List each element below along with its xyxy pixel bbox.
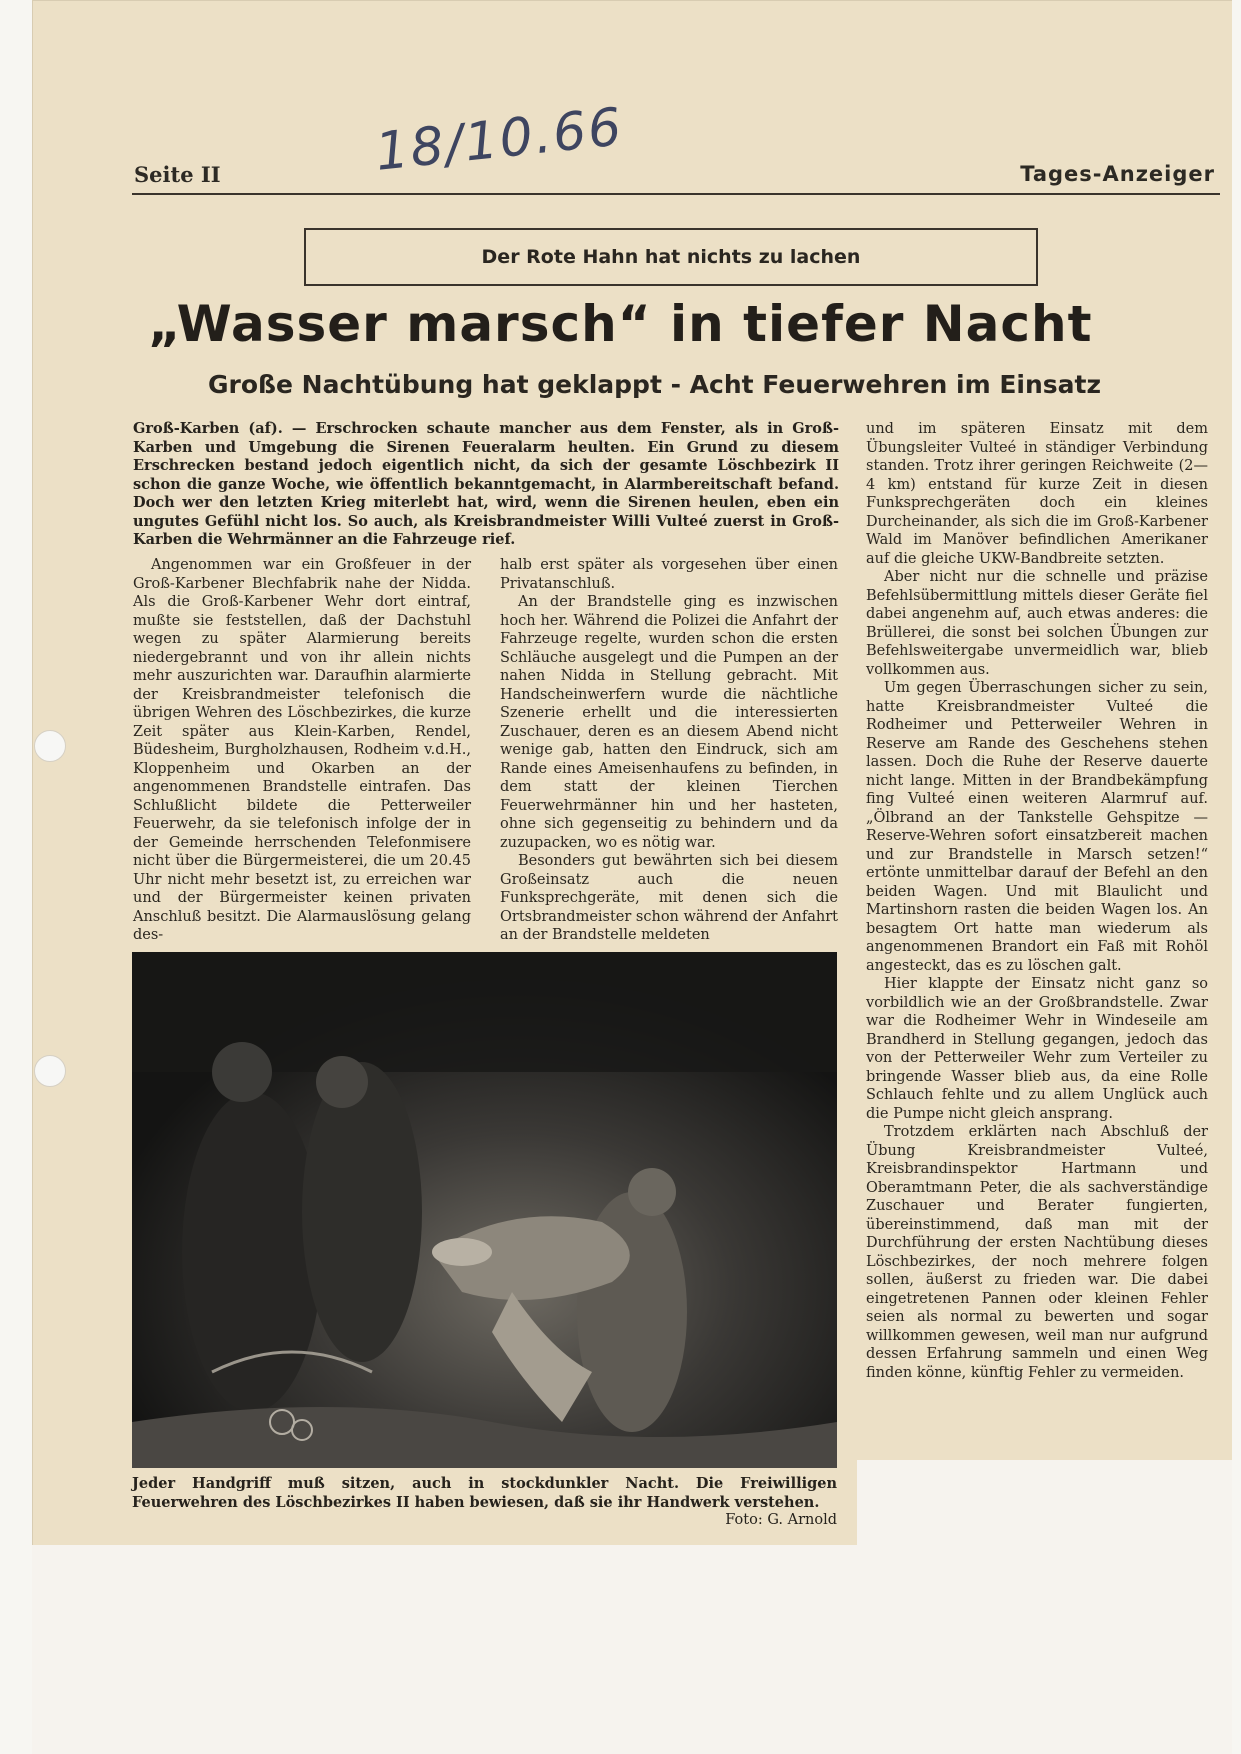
handwritten-date: 18/10.66 [372, 97, 627, 183]
photo-image [132, 952, 837, 1468]
paragraph: Besonders gut bewährten sich bei diesem Großeinsatz auch die neuen Funksprechgeräte, mit denen sich die Ortsbrandmeister schon während der Anfahrt an der Brandstelle meldeten [500, 853, 838, 943]
page-number: Seite II [134, 162, 221, 187]
subheadline: Große Nachtübung hat geklappt - Acht Feuerwehren im Einsatz [208, 370, 1102, 399]
article-column-2 [500, 556, 838, 945]
paragraph: Aber nicht nur die schnelle und präzise Befehlsübermittlung mittels dieser Geräte fiel dabei angenehm auf, auch etwas anderes: die Brüllerei, die sonst bei solchen Übungen zur Befehlsweitergabe unvermeidlich war, blieb vollkommen aus. [866, 569, 1208, 678]
punch-hole-bottom [34, 1055, 66, 1087]
paragraph: Trotzdem erklärten nach Abschluß der Übung Kreisbrandmeister Vulteé, Kreisbrandinspektor Hartmann und Oberamtmann Peter, die als sachverständige Zuschauer und Berater fungierten, übereinstimmend, daß man mit der Durchführung der ersten Nachtübung dieses Löschbezirkes, der noch mehrere folgen sollen, äußerst zu frieden war. Die dabei eingetretenen Pannen oder kleinen Fehler seien als normal zu bewerten und sogar willkommen gewesen, weil man nur aufgrund dessen Erfahrung sammeln und einen Weg finden könne, künftig Fehler zu vermeiden. [866, 1124, 1208, 1381]
paragraph: Angenommen war ein Großfeuer in der Groß-Karbener Blechfabrik nahe der Nidda. Als die Groß-Karbener Wehr dort eintraf, mußte sie feststellen, daß der Dachstuhl wegen zu später Alarmierung bereits niedergebrannt und von ihr allein nichts mehr auszurichten war. Daraufhin alarmierte der Kreisbrandmeister telefonisch die übrigen Wehren des Löschbezirkes, die kurze Zeit später aus Klein-Karben, Rendel, Büdesheim, Burgholzhausen, Rodheim v.d.H., Kloppenheim und Okarben an der angenommenen Brandstelle eintrafen. Das Schlußlicht bildete die Petterweiler Feuerwehr, da sie telefonisch infolge der in der Gemeinde herrschenden Telefonmisere nicht über die Bürgermeisterei, die um 20.45 Uhr nicht mehr besetzt ist, zu erreichen war und der Bürgermeister keinen privaten Anschluß besitzt. Die Alarmauslösung gelang des- [133, 557, 471, 943]
punch-hole-top [34, 730, 66, 762]
paragraph: halb erst später als vorgesehen über einen Privatanschluß. [500, 557, 838, 592]
kicker-box [304, 228, 1038, 286]
paragraph: Um gegen Überraschungen sicher zu sein, hatte Kreisbrandmeister Vulteé die Rodheimer und Petterweiler Wehren in Reserve am Rande des Geschehens stehen lassen. Doch die Ruhe der Reserve dauerte nicht lange. Mitten in der Brandbekämpfung fing Vulteé einen weiteren Alarmruf auf. „Ölbrand an der Tankstelle Gehspitze — Reserve-Wehren sofort einsatzbereit machen und zur Brandstelle in Marsch setzen!“ ertönte unmittelbar darauf der Befehl an den beiden Wagen. Und mit Blaulicht und Martinshorn rasten die beiden Wagen los. An besagtem Ort hatte man wiederum als angenommenen Brandort ein Faß mit Rohöl angesteckt, das es zu löschen galt. [866, 680, 1208, 974]
paragraph: Hier klappte der Einsatz nicht ganz so vorbildlich wie an der Großbrandstelle. Zwar war die Rodheimer Wehr in Windeseile am Brandherd in Stellung gegangen, jedoch das von der Petterweiler Wehr zum Verteiler zu bringende Wasser blieb aus, da eine Rolle Schlauch fehlte und zu allem Unglück auch die Pumpe nicht gleich ansprang. [866, 976, 1208, 1122]
header-rule [132, 193, 1220, 195]
article-column-1 [133, 556, 471, 945]
lead-paragraph: Groß-Karben (af). — Erschrocken schaute mancher aus dem Fenster, als in Groß-Karben und Umgebung die Sirenen Feueralarm heulten. Ein Grund zu diesem Erschrecken bestand jedoch eigentlich nicht, da sich der gesamte Löschbezirk II schon die ganze Woche, wie öffentlich bekanntgemacht, in Alarmbereitschaft befand. Doch wer den letzten Krieg miterlebt hat, wird, wenn die Sirenen heulen, eben ein ungutes Gefühl nicht los. So auch, als Kreisbrandmeister Willi Vulteé zuerst in Groß-Karben die Wehrmänner an die Fahrzeuge rief. [133, 420, 839, 548]
article-column-3 [866, 420, 1208, 1382]
night-exercise-photo [132, 952, 837, 1468]
paragraph: An der Brandstelle ging es inzwischen hoch her. Während die Polizei die Anfahrt der Fahrzeuge regelte, wurden schon die ersten Schläuche ausgelegt und die Pumpen an der nahen Nidda in Stellung gebracht. Mit Handscheinwerfern wurde die nächtliche Szenerie erhellt und die interessierten Zuschauer, deren es an diesem Abend nicht wenige gab, hatten den Eindruck, sich am Rande eines Ameisenhaufens zu befinden, in dem statt der kleinen Tierchen Feuerwehrmänner hin und her hasteten, ohne sich gegenseitig zu behindern und da zuzupacken, wo es nötig war. [500, 594, 838, 851]
paragraph: und im späteren Einsatz mit dem Übungsleiter Vulteé in ständiger Verbindung standen. Trotz ihrer geringen Reichweite (2—4 km) entstand für kurze Zeit in diesen Funksprechgeräten doch ein kleines Durcheinander, als sich die im Groß-Karbener Wald im Manöver befindlichen Amerikaner auf die gleiche UKW-Bandbreite setzten. [866, 421, 1208, 567]
photo-caption: Jeder Handgriff muß sitzen, auch in stockdunkler Nacht. Die Freiwilligen Feuerwehren des Löschbezirkes II haben bewiesen, daß sie ihr Handwerk verstehen. [132, 1475, 837, 1511]
newspaper-name: Tages-Anzeiger [1020, 162, 1215, 186]
headline: „Wasser marsch“ in tiefer Nacht [148, 295, 1093, 353]
photo-credit: Foto: G. Arnold [725, 1512, 837, 1528]
kicker: Der Rote Hahn hat nichts zu lachen [481, 246, 861, 268]
clipping-cutout [857, 1460, 1232, 1550]
